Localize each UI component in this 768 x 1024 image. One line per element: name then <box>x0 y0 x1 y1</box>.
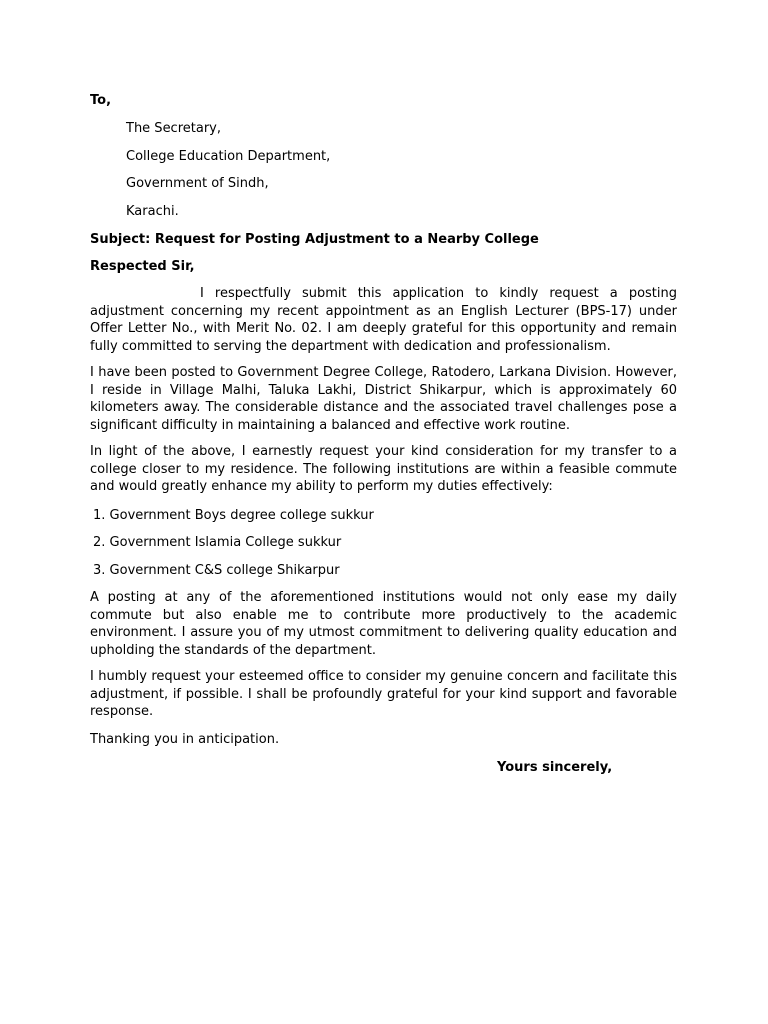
greeting: Respected Sir, <box>90 259 195 274</box>
subject-line <box>90 231 539 248</box>
sign-off: Yours sincerely, <box>497 760 613 775</box>
recipient-title: The Secretary, <box>126 121 221 136</box>
recipient-government: Government of Sindh, <box>126 176 269 191</box>
paragraph-humble-request: I humbly request your esteemed office to consider my genuine concern and facilitate this adjustment, if possible. I shall be profoundly grateful for your kind support and favorable response. <box>90 669 677 720</box>
recipient-city: Karachi. <box>126 204 179 219</box>
subject-label: Subject <box>90 232 146 247</box>
paragraph-commitment: A posting at any of the aforementioned institutions would not only ease my daily commute but also enable me to contribute more productively to the academic environment. I assure you of my utmost commitment to delivering quality education and upholding the standards of the department. <box>90 590 677 658</box>
college-list-item-1: 1. Government Boys degree college sukkur <box>93 508 374 523</box>
recipient-department: College Education Department, <box>126 149 331 164</box>
college-list-item-2: 2. Government Islamia College sukkur <box>93 535 342 550</box>
paragraph-request: In light of the above, I earnestly request your kind consideration for my transfer to a college closer to my residence. The following institutions are within a feasible commute and would greatly enhance my ability to perform my duties effectively: <box>90 444 677 495</box>
thanking-line: Thanking you in anticipation. <box>90 732 280 747</box>
subject-text: : Request for Posting Adjustment to a Nearby College <box>145 232 539 247</box>
paragraph-posting: I have been posted to Government Degree College, Ratodero, Larkana Division. However, I reside in Village Malhi, Taluka Lakhi, District Shikarpur, which is approximately 60 kilometers away. The considerable distance and the associated travel challenges pose a significant difficulty in maintaining a balanced and effective work routine. <box>90 365 677 433</box>
salutation-to: To, <box>90 93 112 108</box>
paragraph-intro: I respectfully submit this application to kindly request a posting adjustment concerning my recent appointment as an English Lecturer (BPS-17) under Offer Letter No., with Merit No. 02. I am deeply grateful for this opportunity and remain fully committed to serving the department with dedication and professionalism. <box>90 286 677 354</box>
college-list-item-3: 3. Government C&S college Shikarpur <box>93 563 340 578</box>
